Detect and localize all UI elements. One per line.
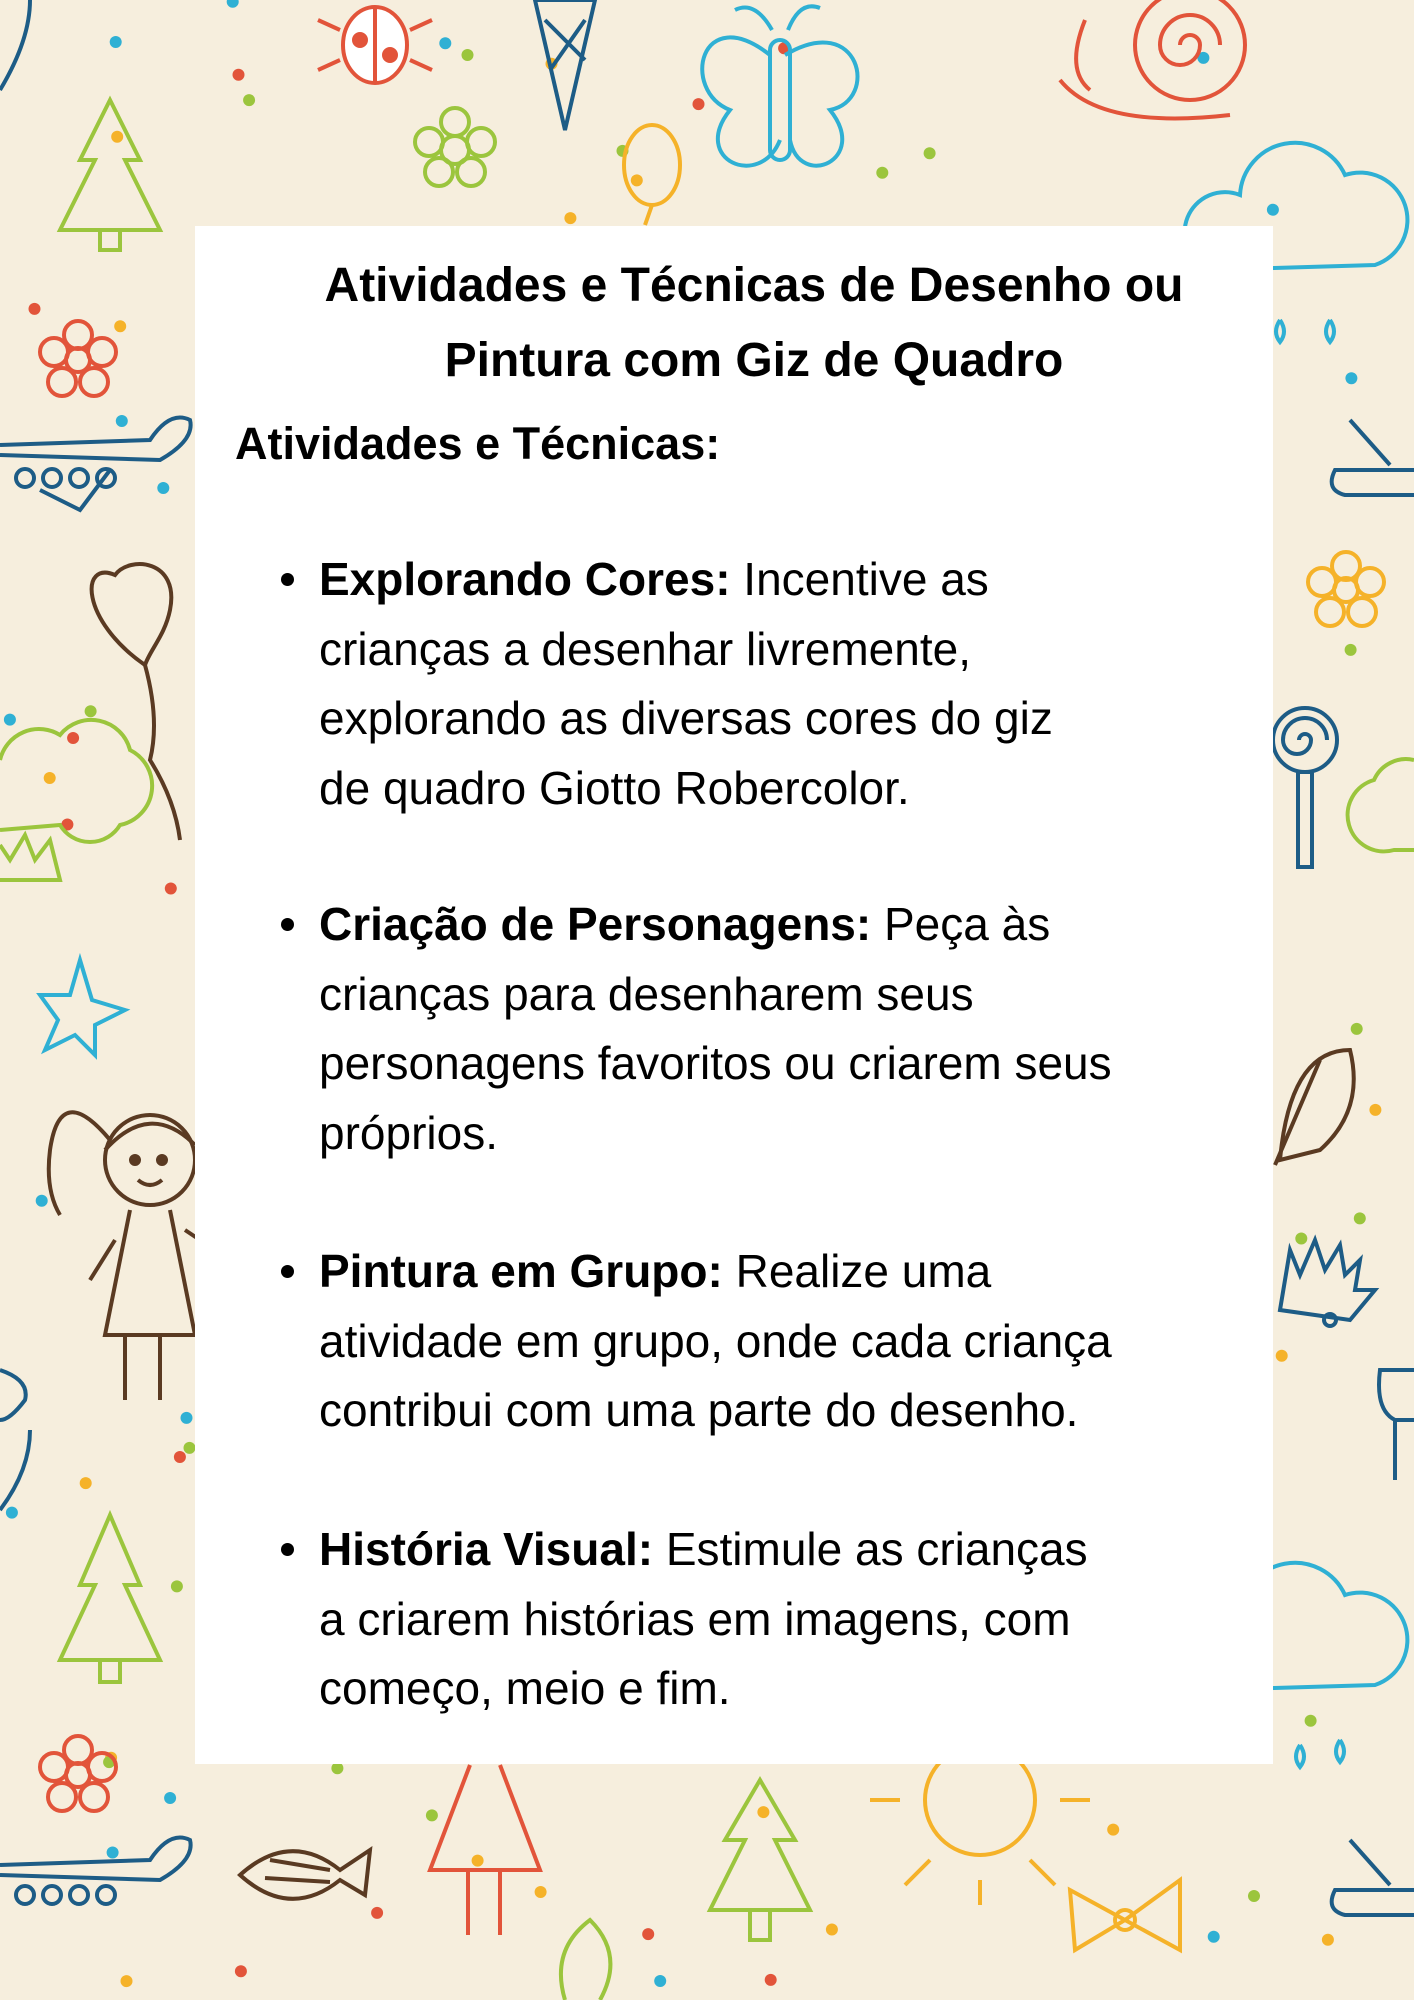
confetti-dot <box>227 0 239 8</box>
list-item <box>259 890 1112 1168</box>
confetti-dot <box>1345 644 1357 656</box>
ladybug-icon <box>318 7 432 83</box>
confetti-dot <box>164 1792 176 1804</box>
confetti-dot <box>439 37 451 49</box>
item-text: começo, meio e fim. <box>319 1662 731 1714</box>
item-text: próprios. <box>319 1106 498 1159</box>
girl-figure-icon <box>49 1112 200 1400</box>
confetti-dot <box>80 1477 92 1489</box>
confetti-dot <box>693 98 705 110</box>
list-item <box>259 1237 1112 1446</box>
section-heading: Atividades e Técnicas: <box>235 418 721 469</box>
confetti-dot <box>85 705 97 717</box>
confetti-dot <box>181 1412 193 1424</box>
item-term: Explorando Cores: <box>319 553 731 605</box>
confetti-dot <box>1345 372 1357 384</box>
item-text: crianças para desenharem seus <box>319 967 974 1020</box>
hedgehog-icon <box>1280 1240 1375 1326</box>
confetti-dot <box>472 1855 484 1867</box>
item-term: História Visual: <box>319 1523 654 1575</box>
confetti-dot <box>243 94 255 106</box>
confetti-dot <box>1354 1212 1366 1224</box>
confetti-dot <box>1369 1104 1381 1116</box>
confetti-dot <box>535 1886 547 1898</box>
confetti-dot <box>826 1924 838 1936</box>
leaf-icon <box>561 1920 611 2000</box>
item-text: a criarem histórias em imagens, com <box>319 1592 1071 1645</box>
confetti-dot <box>876 167 888 179</box>
list-item <box>259 545 1053 823</box>
bullet-icon <box>281 918 294 931</box>
balloon-icon <box>624 125 680 225</box>
confetti-dot <box>1305 1715 1317 1727</box>
confetti-dot <box>121 1975 133 1987</box>
item-term: Criação de Personagens: <box>319 898 872 950</box>
confetti-dot <box>371 1907 383 1919</box>
confetti-dot <box>1351 1023 1363 1035</box>
bow-icon <box>1070 1880 1180 1950</box>
confetti-dot <box>426 1809 438 1821</box>
confetti-dot <box>1276 1350 1288 1362</box>
title-line-2: Pintura com Giz de Quadro <box>444 334 1064 387</box>
balloon-icon <box>92 564 180 840</box>
confetti-dot <box>114 320 126 332</box>
list-item <box>259 1515 1088 1724</box>
item-text: Realize uma <box>735 1245 992 1297</box>
confetti-dot <box>233 69 245 81</box>
flower-icon <box>40 321 116 1811</box>
flower-icon <box>415 108 495 186</box>
leaf-icon <box>1275 1050 1354 1165</box>
item-text: crianças a desenhar livremente, <box>319 622 971 675</box>
confetti-dot <box>184 1442 196 1454</box>
confetti-dot <box>36 1195 48 1207</box>
confetti-dot <box>924 147 936 159</box>
item-text: de quadro Giotto Robercolor. <box>319 761 910 814</box>
confetti-dot <box>111 131 123 143</box>
item-text: explorando as diversas cores do giz <box>319 692 1053 744</box>
page-title <box>235 248 1273 398</box>
girl-figure-icon <box>430 1765 540 1935</box>
confetti-dot <box>1248 1890 1260 1902</box>
confetti-dot <box>564 212 576 224</box>
bullet-icon <box>281 1543 294 1556</box>
butterfly-icon <box>702 6 857 165</box>
title-line-1: Atividades e Técnicas de Desenho ou <box>324 259 1184 312</box>
bullet-icon <box>281 1265 294 1278</box>
confetti-dot <box>1295 1233 1307 1245</box>
confetti-dot <box>171 1580 183 1592</box>
confetti-dot <box>107 1847 119 1859</box>
confetti-dot <box>654 1975 666 1987</box>
confetti-dot <box>757 1806 769 1818</box>
confetti-dot <box>765 1974 777 1986</box>
confetti-dot <box>67 732 79 744</box>
confetti-dot <box>165 883 177 895</box>
confetti-dot <box>331 1762 343 1774</box>
confetti-dot <box>1208 1931 1220 1943</box>
item-text: Incentive as <box>743 553 989 605</box>
snail-icon <box>1060 0 1245 118</box>
fish-icon <box>240 1850 370 1899</box>
flower-icon <box>1308 552 1384 626</box>
content-card <box>195 226 1273 1764</box>
confetti-dot <box>1322 1934 1334 1946</box>
confetti-dot <box>157 482 169 494</box>
confetti-dot <box>1107 1824 1119 1836</box>
confetti-dot <box>462 49 474 61</box>
confetti-dot <box>631 174 643 186</box>
confetti-dot <box>4 714 16 726</box>
lollipop-icon <box>1273 708 1337 867</box>
item-term: Pintura em Grupo: <box>319 1245 723 1297</box>
item-text: atividade em grupo, onde cada criança <box>319 1314 1112 1367</box>
confetti-dot <box>110 36 122 48</box>
ice-cream-icon <box>535 0 595 130</box>
bullet-icon <box>281 573 294 586</box>
confetti-dot <box>174 1451 186 1463</box>
star-icon <box>40 960 125 1055</box>
item-text: contribui com uma parte do desenho. <box>319 1384 1079 1436</box>
confetti-dot <box>29 303 41 315</box>
item-text: personagens favoritos ou criarem seus <box>319 1037 1112 1089</box>
confetti-dot <box>44 772 56 784</box>
confetti-dot <box>6 1507 18 1519</box>
confetti-dot <box>1267 204 1279 216</box>
confetti-dot <box>642 1928 654 1940</box>
item-text: Estimule as crianças <box>665 1523 1088 1575</box>
confetti-dot <box>116 415 128 427</box>
confetti-dot <box>235 1965 247 1977</box>
item-text: Peça às <box>883 898 1051 950</box>
sun-icon <box>870 1745 1090 1905</box>
